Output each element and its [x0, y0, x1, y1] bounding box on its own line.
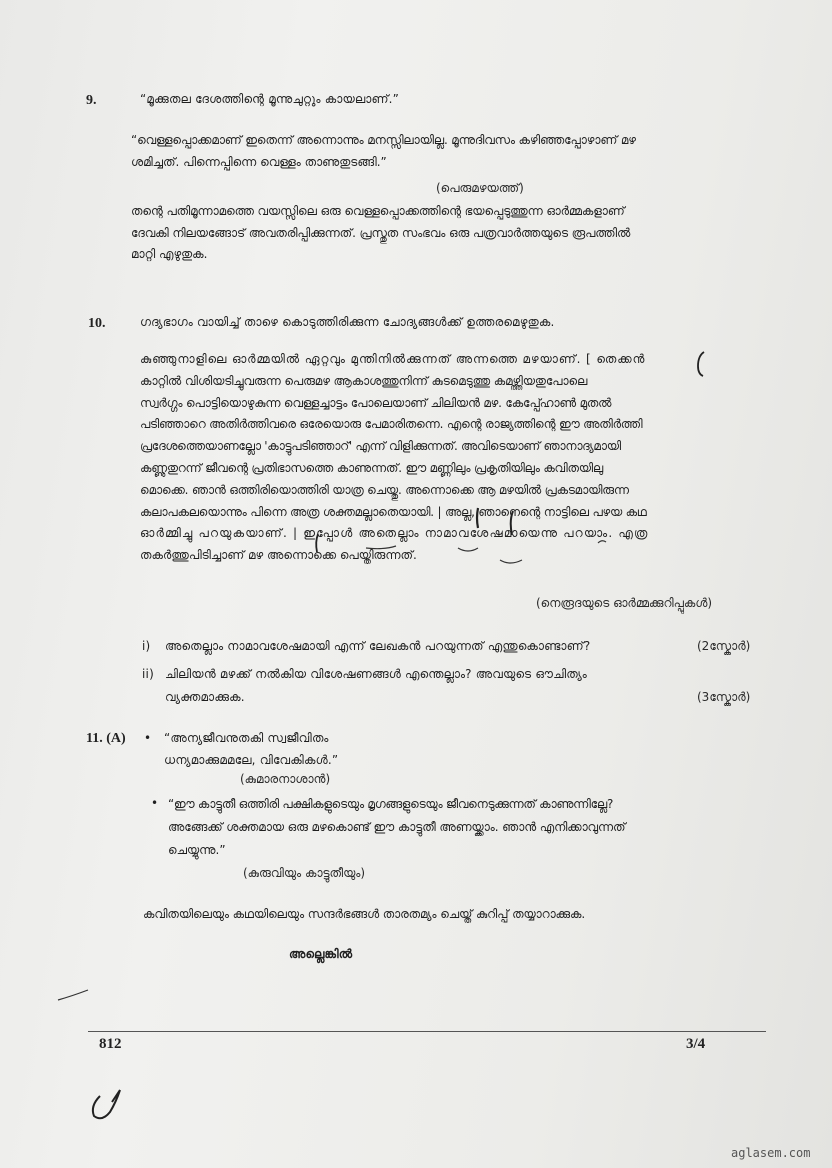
q10-sub-i-marks: (2സ്കോർ): [697, 639, 751, 653]
q10-sub-ii-label: ii): [142, 667, 154, 681]
q11-number: 11. (A): [86, 731, 126, 746]
q10-sub-i-label: i): [142, 639, 151, 653]
q9-task-line: മാറ്റി എഴുതുക.: [131, 247, 208, 261]
watermark: aglasem.com: [731, 1146, 811, 1160]
passage-line: കലാപകലയൊന്നും പിന്നെ അത്ര ശക്തമല്ലാതെയായി. | അല്ല, ഞാനെന്റെ നാട്ടിലെ പഴയ കഥ: [140, 504, 647, 519]
pen-bracket-open: [698, 352, 704, 376]
q10-source: (നെരൂദയുടെ ഓർമ്മക്കുറിപ്പുകൾ): [536, 596, 713, 610]
passage-line: തകർത്തുപിടിച്ചാണ് മഴ അന്നൊക്കെ പെയ്തിരുന്നത്.: [140, 548, 417, 563]
passage-line: കണ്ണുതുറന്ന് ജീവന്റെ പ്രതിഭാസത്തെ കാണുന്നത്. ഈ മണ്ണിലും പ്രകൃതിയിലും കവിതയിലു: [140, 460, 603, 475]
q11-or: അല്ലെങ്കിൽ: [289, 947, 353, 961]
q9-quote-1: “മൂക്കുതല ദേശത്തിന്റെ മൂന്നുചുറ്റും കായലാണ്.”: [140, 92, 400, 106]
q11-poem-line-2: ധന്യമാക്കുമമലേ, വിവേകികൾ.”: [164, 753, 339, 767]
q10-sub-i-text: അതെല്ലാം നാമാവശേഷമായി എന്ന് ലേഖകൻ പറയുന്നത് എന്തുകൊണ്ടാണ്?: [165, 639, 591, 653]
q9-number: 9.: [86, 93, 97, 108]
pen-tick: [598, 541, 606, 543]
q10-number: 10.: [88, 316, 106, 331]
bullet-2: •: [151, 796, 159, 810]
pen-underline-3: [500, 560, 522, 563]
q11-story-source: (കുരുവിയും കാട്ടുതീയും): [243, 866, 366, 880]
paper-code: 812: [99, 1036, 122, 1052]
pen-scribble: [93, 1090, 120, 1118]
q9-source: (പെരുമഴയത്ത്): [436, 181, 524, 195]
bullet-1: •: [144, 731, 152, 745]
passage-line: സ്വർഗ്ഗം പൊട്ടിയൊഴുകുന്ന വെള്ളച്ചാട്ടം പോലെയാണ് ചിലിയൻ മഴ. കേപ്പ്ഹോൺ മുതൽ: [140, 395, 612, 410]
q10-instruction: ഗദ്യഭാഗം വായിച്ച് താഴെ കൊടുത്തിരിക്കുന്ന ചോദ്യങ്ങൾക്ക് ഉത്തരമെഴുതുക.: [140, 315, 555, 329]
pen-bracket-2: [316, 534, 318, 552]
q10-sub-ii-line-2: വ്യക്തമാക്കുക.: [165, 690, 245, 704]
q11-poem-source: (കുമാരനാശാൻ): [240, 772, 331, 786]
passage-line: ഓർമ്മിച്ചു പറയുകയാണ്. | ഇപ്പോൾ അതെല്ലാം നാമാവശേഷമായെന്നു പറയാം. എത്ര: [140, 526, 649, 541]
passage-line: മൊക്കെ. ഞാൻ ഒത്തിരിയൊത്തിരി യാത്ര ചെയ്തു. അന്നൊക്കെ ആ മഴയിൽ പ്രകടമായിരുന്ന: [140, 482, 629, 497]
pen-bar-2: [477, 508, 478, 528]
q10-sub-ii-line-1: ചിലിയൻ മഴക്ക് നൽകിയ വിശേഷണങ്ങൾ എന്തെല്ലാം? അവയുടെ ഔചിത്യം: [165, 667, 587, 681]
pen-underline-1: [366, 546, 396, 549]
passage-line: കുഞ്ഞുനാളിലെ ഓർമ്മയിൽ ഏറ്റവും മുന്തിനിൽക്കുന്നത് അന്നത്തെ മഴയാണ്. [ തെക്കൻ: [140, 352, 646, 366]
passage-line: പടിഞ്ഞാറെ അതിർത്തിവരെ ഒരേയൊരു പേമാരിതന്നെ. എന്റെ രാജ്യത്തിന്റെ ഈ അതിർത്തി: [140, 417, 643, 432]
q9-quote-2-line: ശമിച്ചത്. പിന്നെപ്പിന്നെ വെള്ളം താണുതുടങ്ങി.”: [131, 154, 387, 169]
page-number: 3/4: [686, 1036, 706, 1052]
pen-bar-1: [511, 511, 513, 535]
passage-line: കാറ്റിൽ വിശിയടിച്ചുവരുന്ന പെരുമഴ ആകാശത്തുനിന്ന് കുടമെടുത്തു കമഴ്ത്തിയതുപോലെ: [140, 373, 588, 388]
q9-task-line: ദേവകി നിലയങ്ങോട് അവതരിപ്പിക്കുന്നത്. പ്രസ്തുത സംഭവം ഒരു പത്രവാർത്തയുടെ രൂപത്തിൽ: [131, 225, 631, 240]
q9-task-line: തന്റെ പതിമൂന്നാമത്തെ വയസ്സിലെ ഒരു വെള്ളപ്പൊക്കത്തിന്റെ ഭയപ്പെടുത്തുന്ന ഓർമ്മകളാണ്: [131, 204, 625, 218]
q11-poem-line-1: “അന്യജീവനുതകി സ്വജീവിതം: [164, 731, 329, 745]
q10-sub-ii-marks: (3സ്കോർ): [697, 690, 751, 704]
pen-stroke-left: [58, 990, 88, 1000]
q11-story-line: “ഈ കാട്ടുതീ ഒത്തിരി പക്ഷികളുടെയും മൃഗങ്ങളുടെയും ജീവനെടുക്കുന്നത് കാണുന്നില്ലേ?: [168, 797, 614, 811]
q11-story-line: ചെയ്യുന്നു.”: [168, 843, 226, 857]
pen-underline-2: [458, 548, 478, 551]
q11-story-line: അങ്ങേക്ക് ശക്തമായ ഒരു മഴകൊണ്ട് ഈ കാട്ടുതീ അണയ്ക്കാം. ഞാൻ എനിക്കാവുന്നത്: [168, 820, 626, 834]
q9-quote-2-line: “വെള്ളപ്പൊക്കമാണ് ഇതെന്ന് അന്നൊന്നും മനസ്സിലായില്ല. മൂന്നുദിവസം കഴിഞ്ഞപ്പോഴാണ് മഴ: [131, 133, 636, 147]
q11-task: കവിതയിലെയും കഥയിലെയും സന്ദർഭങ്ങൾ താരതമ്യം ചെയ്ത് കുറിപ്പ് തയ്യാറാക്കുക.: [143, 907, 586, 921]
passage-line: പ്രദേശത്തെയാണല്ലോ 'കാട്ടുപടിഞ്ഞാറ്' എന്ന് വിളിക്കുന്നത്. അവിടെയാണ് ഞാനാദ്യമായി: [140, 439, 621, 454]
